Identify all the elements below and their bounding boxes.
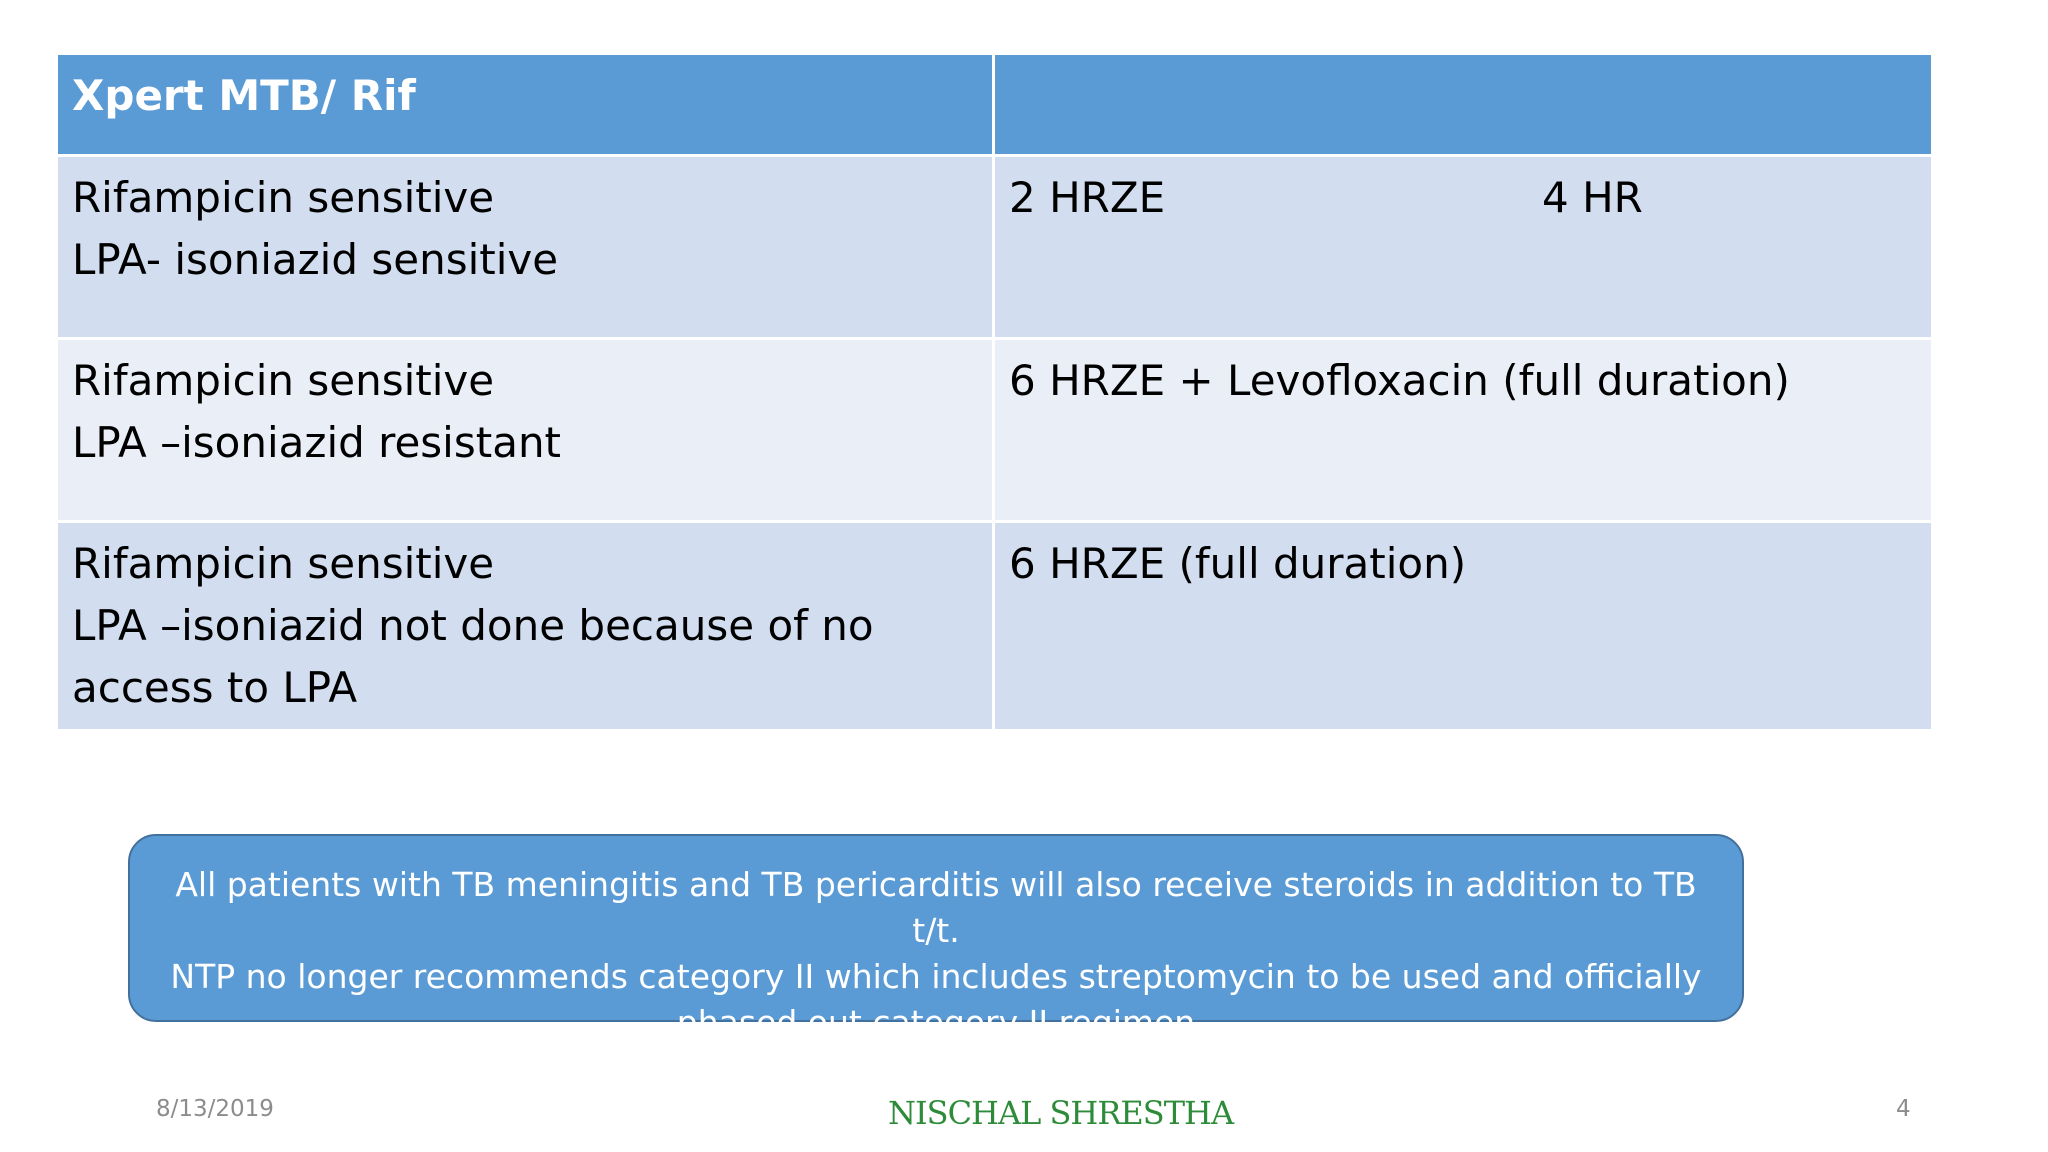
callout-line: NTP no longer recommends category II which includes streptomycin to be used and officially — [170, 957, 1702, 996]
footer-page-number: 4 — [1896, 1096, 1911, 1122]
regimen-intensive-phase: 2 HRZE — [1009, 173, 1166, 222]
condition-cell — [57, 339, 994, 522]
header-cell-test: Xpert MTB/ Rif — [57, 54, 994, 156]
header-cell-regimen — [994, 54, 1933, 156]
table-row — [57, 156, 1933, 339]
treatment-table — [55, 52, 1934, 732]
regimen-continuation-phase: 4 HR — [1542, 173, 1643, 222]
condition-line: access to LPA — [72, 663, 358, 712]
table-row — [57, 339, 1933, 522]
condition-cell — [57, 522, 994, 731]
footer-date: 8/13/2019 — [156, 1096, 274, 1122]
regimen-cell — [994, 522, 1933, 731]
steroid-note-callout — [128, 834, 1744, 1042]
condition-cell — [57, 156, 994, 339]
regimen-cell — [994, 339, 1933, 522]
footer-author: NISCHAL SHRESTHA — [888, 1094, 1234, 1132]
regimen-cell — [994, 156, 1933, 339]
condition-line: Rifampicin sensitive — [72, 356, 495, 405]
condition-line: LPA –isoniazid resistant — [72, 418, 562, 467]
callout-line: phased out category II regimen — [676, 1003, 1196, 1042]
condition-line: Rifampicin sensitive — [72, 539, 495, 588]
condition-line: LPA- isoniazid sensitive — [72, 235, 559, 284]
regimen-text: 6 HRZE (full duration) — [1009, 539, 1467, 588]
regimen-text: 6 HRZE + Levofloxacin (full duration) — [1009, 356, 1790, 405]
condition-line: LPA –isoniazid not done because of no — [72, 601, 874, 650]
table-header-row — [57, 54, 1933, 156]
callout-line: All patients with TB meningitis and TB pericarditis will also receive steroids in addition to TB t/t. — [175, 865, 1697, 950]
condition-line: Rifampicin sensitive — [72, 173, 495, 222]
table-row — [57, 522, 1933, 731]
